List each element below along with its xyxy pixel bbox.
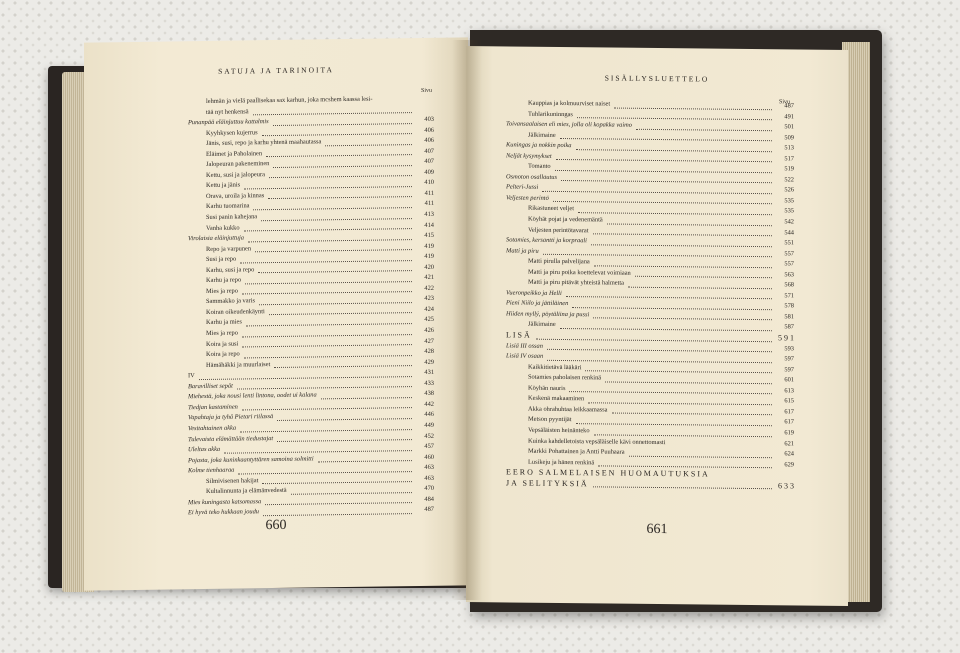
toc-entry-title: Repo ja varpunen: [206, 245, 252, 253]
toc-entry-page: 491: [784, 112, 794, 120]
toc-entry-title: Vanha kukko: [206, 224, 240, 232]
toc-entry-page: 624: [784, 450, 794, 458]
toc-entry-page: 571: [784, 292, 794, 300]
toc-entry-page: 425: [424, 316, 434, 324]
toc-entry-title: Miehestä, joka nousi lenti lintona, oodet ui kalana: [188, 391, 317, 401]
toc-entry-title: Tulevaista elämättään tiedustajat: [188, 434, 274, 443]
toc-entry-page: 517: [784, 155, 794, 163]
toc-entry-title: Vepsäläisten heinänteko: [528, 426, 590, 435]
toc-entry-title: Veljesten perintö: [506, 194, 549, 202]
toc-entry-title: Mies ja repo: [206, 287, 238, 295]
toc-entry-page: 557: [784, 260, 794, 268]
toc-entry-page: 544: [784, 228, 794, 236]
toc-entry-page: 501: [784, 123, 794, 131]
toc-entry-title: EERO SALMELAISEN HUOMAUTUKSIA: [506, 467, 710, 479]
toc-entry-title: Sotamies, kersantti ja korpraali: [506, 236, 587, 245]
toc-entry-title: Koiran oikeudenkäynti: [206, 308, 265, 316]
toc-entry-page: 411: [424, 200, 434, 208]
toc-entry-title: LISÄ: [506, 330, 532, 340]
toc-entry-page: 613: [784, 387, 794, 395]
toc-entry-title: Metson pyyntijät: [528, 416, 572, 424]
toc-entry-page: 591: [778, 333, 796, 343]
toc-entry-page: 587: [784, 323, 794, 331]
toc-entry-page: 519: [784, 165, 794, 173]
toc-entry-title: Koira ja repo: [206, 350, 240, 359]
toc-entry-title: Koira ja susi: [206, 340, 239, 348]
toc-entry-page: 629: [784, 460, 794, 469]
toc-entry-page: 463: [424, 474, 434, 482]
toc-entry-title: Matti ja piru: [506, 247, 539, 255]
toc-entry-title: JA SELITYKSIÄ: [506, 478, 589, 488]
toc-entry-title: Pelteri-Jussi: [506, 183, 539, 192]
toc-entry-title: Kettu ja jänis: [206, 181, 241, 190]
toc-entry-leader: [263, 502, 412, 516]
toc-entry-page: 421: [424, 274, 434, 282]
toc-entry-title: Kuinka kahdelletoista vepsäläiselle kävi onnettomasti: [528, 437, 666, 446]
toc-entry: [506, 478, 794, 492]
toc-entry-title: Tomanto: [528, 162, 551, 171]
toc-entry-title: Mies kuningasta katsomassa: [188, 497, 262, 507]
toc-entry-title: Kultalinnunta ja elämänvedestä: [206, 487, 287, 496]
toc-entry-title: Kolme tienhaaraa: [188, 466, 235, 475]
toc-entry-title: Matti ja piru pitävät yhteistä halmetta: [528, 278, 625, 287]
toc-entry-page: 429: [424, 358, 434, 366]
toc-entry-title: Eläimet ja Paholainen: [206, 149, 263, 158]
toc-entry-title: Silmivisenen hakijat: [206, 476, 259, 485]
toc-entry-page: 406: [424, 136, 434, 145]
toc-entry-page: 410: [424, 179, 434, 187]
toc-entry-title: Vueronpeikko ja Helli: [506, 289, 562, 297]
toc-entry-title: Baravilliset sepät: [188, 382, 233, 390]
toc-entry-page: 551: [784, 239, 794, 247]
toc-list-right: [466, 98, 848, 492]
toc-entry-leader: [593, 476, 772, 489]
toc-entry-title: Sotamies paholaisen renkinä: [528, 373, 602, 382]
toc-entry-page: 407: [424, 158, 434, 166]
toc-entry-title: Kaikkitietävä lääkäri: [528, 363, 582, 371]
toc-entry-page: 619: [784, 429, 794, 437]
toc-entry-title: Karhu ja repo: [206, 276, 242, 285]
toc-entry-page: 449: [424, 421, 434, 429]
toc-entry-title: Vapahtaja ja tyhä Pietari riilassä: [188, 413, 274, 422]
toc-entry-title: Köyhän nauris: [528, 384, 566, 392]
toc-entry-page: 420: [424, 263, 434, 271]
toc-entry-title: Köyhät pojat ja vedenemäntä: [528, 215, 603, 224]
toc-entry-page: 457: [424, 442, 434, 450]
toc-entry-page: 463: [424, 463, 434, 472]
toc-entry-title: Ei hyvä teko hukkaan joudu: [188, 508, 259, 517]
sivu-label-left: Sivu: [420, 87, 432, 94]
toc-entry-page: 452: [424, 432, 434, 440]
toc-entry-page: 535: [784, 197, 794, 205]
toc-entry-title: Virolaisia eläinjuttuja: [188, 234, 244, 243]
toc-entry-page: 633: [778, 480, 796, 491]
toc-entry-page: 446: [424, 411, 434, 419]
toc-entry-title: Veljesten perintötavarat: [528, 226, 589, 234]
toc-entry-page: 460: [424, 453, 434, 461]
toc-entry-title: Jälkimaine: [528, 131, 556, 139]
toc-entry-page: 522: [784, 176, 794, 184]
toc-entry-title: Markki Pohattainen ja Antti Puuhaara: [528, 447, 625, 456]
toc-entry-page: 423: [424, 295, 434, 303]
toc-entry-title: Lisiä IV osaan: [506, 352, 544, 360]
page-number-left: 660: [265, 517, 287, 534]
gutter-shadow: [452, 40, 482, 600]
page-number-right: 661: [646, 521, 668, 538]
toc-entry-page: 438: [424, 390, 434, 398]
toc-entry-page: 403: [424, 115, 434, 124]
toc-entry-page: 413: [424, 210, 434, 218]
toc-entry-page: 615: [784, 397, 794, 405]
toc-entry-title: Vesitahtainen akka: [188, 424, 237, 433]
toc-entry-page: 470: [424, 485, 434, 493]
toc-entry-page: 409: [424, 168, 434, 176]
toc-entry-page: 581: [784, 313, 794, 321]
toc-entry-page: 557: [784, 249, 794, 258]
toc-entry-page: 426: [424, 326, 434, 334]
toc-entry-page: 433: [424, 379, 434, 387]
toc-entry-title: Akka ohrahuhtaa leikkaamassa: [528, 405, 608, 414]
toc-entry-page: 597: [784, 355, 794, 363]
toc-entry-title: Neljät kysymykset: [506, 152, 552, 160]
toc-entry-page: 407: [424, 147, 434, 155]
toc-entry-title: Susi panin kahejana: [206, 213, 258, 221]
toc-entry-title: Orava, uroila ja kinnas: [206, 192, 265, 200]
toc-entry-page: 442: [424, 400, 434, 408]
toc-entry-title: lehmän ja vielä paallisekaa sax karhun, joka mcshem kaassa lesi-: [206, 95, 373, 105]
toc-entry-title: Uleltas akka: [188, 445, 221, 454]
running-head-left: SATUJA JA TARINOITA: [218, 65, 334, 76]
toc-entry-title: Pojasta, joka kuninkaantyttären samoina solmitti: [188, 455, 314, 464]
toc-entry-title: Lisiä III ossan: [506, 341, 543, 350]
toc-entry-page: 617: [784, 418, 794, 426]
toc-entry-page: 526: [784, 186, 794, 194]
toc-entry-title: Sammakko ja varis: [206, 297, 255, 306]
toc-entry-title: Kuningas ja nokkin poika: [506, 141, 572, 150]
toc-entry-title: Susi ja repo: [206, 255, 237, 264]
toc-entry-leader: [598, 455, 772, 468]
toc-entry-title: Lusikeju ja hänen renkinä: [528, 458, 595, 466]
toc-entry-title: Jälkimaine: [528, 321, 556, 329]
toc-entry-title: Kauppias ja kolmuurviset naiset: [528, 99, 611, 108]
toc-entry-page: 513: [784, 144, 794, 152]
toc-entry-title: Hiiden myllý, pöytäliina ja pussi: [506, 310, 590, 319]
toc-entry-title: Osmoton osallautus: [506, 173, 557, 181]
toc-entry-page: 428: [424, 347, 434, 356]
toc-entry-title: Mies ja repo: [206, 329, 238, 338]
toc-list-left: [84, 93, 468, 520]
toc-entry-page: 487: [784, 102, 794, 110]
toc-entry-title: Pieni Niilo ja jättiläinen: [506, 299, 569, 308]
toc-entry-title: Hämähäkki ja muurlaiset: [206, 360, 271, 369]
toc-entry-title: Karhu, susi ja repo: [206, 266, 255, 274]
toc-entry-page: 621: [784, 439, 794, 447]
toc-entry-title: Punanpää eläinjuttuu kattalmis: [188, 118, 269, 127]
toc-entry-title: Jalopeuran pakeneminen: [206, 160, 270, 169]
toc-entry-page: 601: [784, 376, 794, 384]
toc-entry-title: Jänis, susi, repo ja karhu yhtenä maahautassa: [206, 138, 322, 148]
sivu-label-right: Sivu: [778, 99, 790, 106]
left-page: [84, 37, 468, 590]
toc-entry-title: Tuhlarikuninngas: [528, 110, 573, 118]
toc-entry-page: 484: [424, 495, 434, 503]
toc-entry-page: 411: [424, 189, 434, 197]
right-page: [466, 46, 848, 606]
toc-entry-page: 597: [784, 366, 794, 374]
toc-entry-title: Toivansaalaisen eli mies, jolla oli kopakka vaimo: [506, 120, 632, 129]
toc-entry-page: 563: [784, 271, 794, 279]
toc-entry-title: Matti pirulla palvelijana: [528, 257, 590, 266]
toc-entry-title: tää nyt henkensä: [206, 107, 249, 116]
running-head-right: SISÄLLYSLUETTELO: [604, 73, 710, 84]
toc-entry-title: Kettu, susi ja jalopeura: [206, 170, 265, 179]
toc-entry-page: 509: [784, 133, 794, 142]
toc-entry-page: 406: [424, 126, 434, 134]
toc-entry-page: 593: [784, 344, 794, 353]
toc-entry-title: Rikastuneet veljet: [528, 205, 574, 213]
toc-entry-page: 422: [424, 284, 434, 292]
toc-entry-page: 414: [424, 221, 434, 229]
toc-entry-page: 419: [424, 252, 434, 261]
toc-entry-page: 535: [784, 207, 794, 215]
toc-entry-page: 542: [784, 218, 794, 226]
toc-entry-page: 427: [424, 337, 434, 345]
toc-entry-page: 419: [424, 242, 434, 250]
toc-entry-title: Kyyhkysen kujerrus: [206, 128, 258, 137]
toc-entry-page: 578: [784, 302, 794, 310]
toc-entry-title: Karhu tuomarina: [206, 202, 250, 211]
toc-entry-page: 487: [424, 506, 434, 514]
toc-entry-title: Keskenä makaaminen: [528, 394, 585, 403]
toc-entry-title: Karhu ja mies: [206, 318, 242, 327]
toc-entry-title: Tiedjan kastaminen: [188, 403, 238, 412]
toc-entry-page: 568: [784, 281, 794, 289]
toc-entry-page: 415: [424, 231, 434, 240]
toc-entry-leader: [594, 423, 772, 436]
toc-entry-title: IV: [188, 372, 195, 380]
toc-entry-title: Matti ja piru poika koettelevat voimiaan: [528, 268, 631, 277]
toc-entry-page: 424: [424, 305, 434, 313]
toc-entry-page: 431: [424, 369, 434, 377]
toc-entry-page: 617: [784, 408, 794, 416]
